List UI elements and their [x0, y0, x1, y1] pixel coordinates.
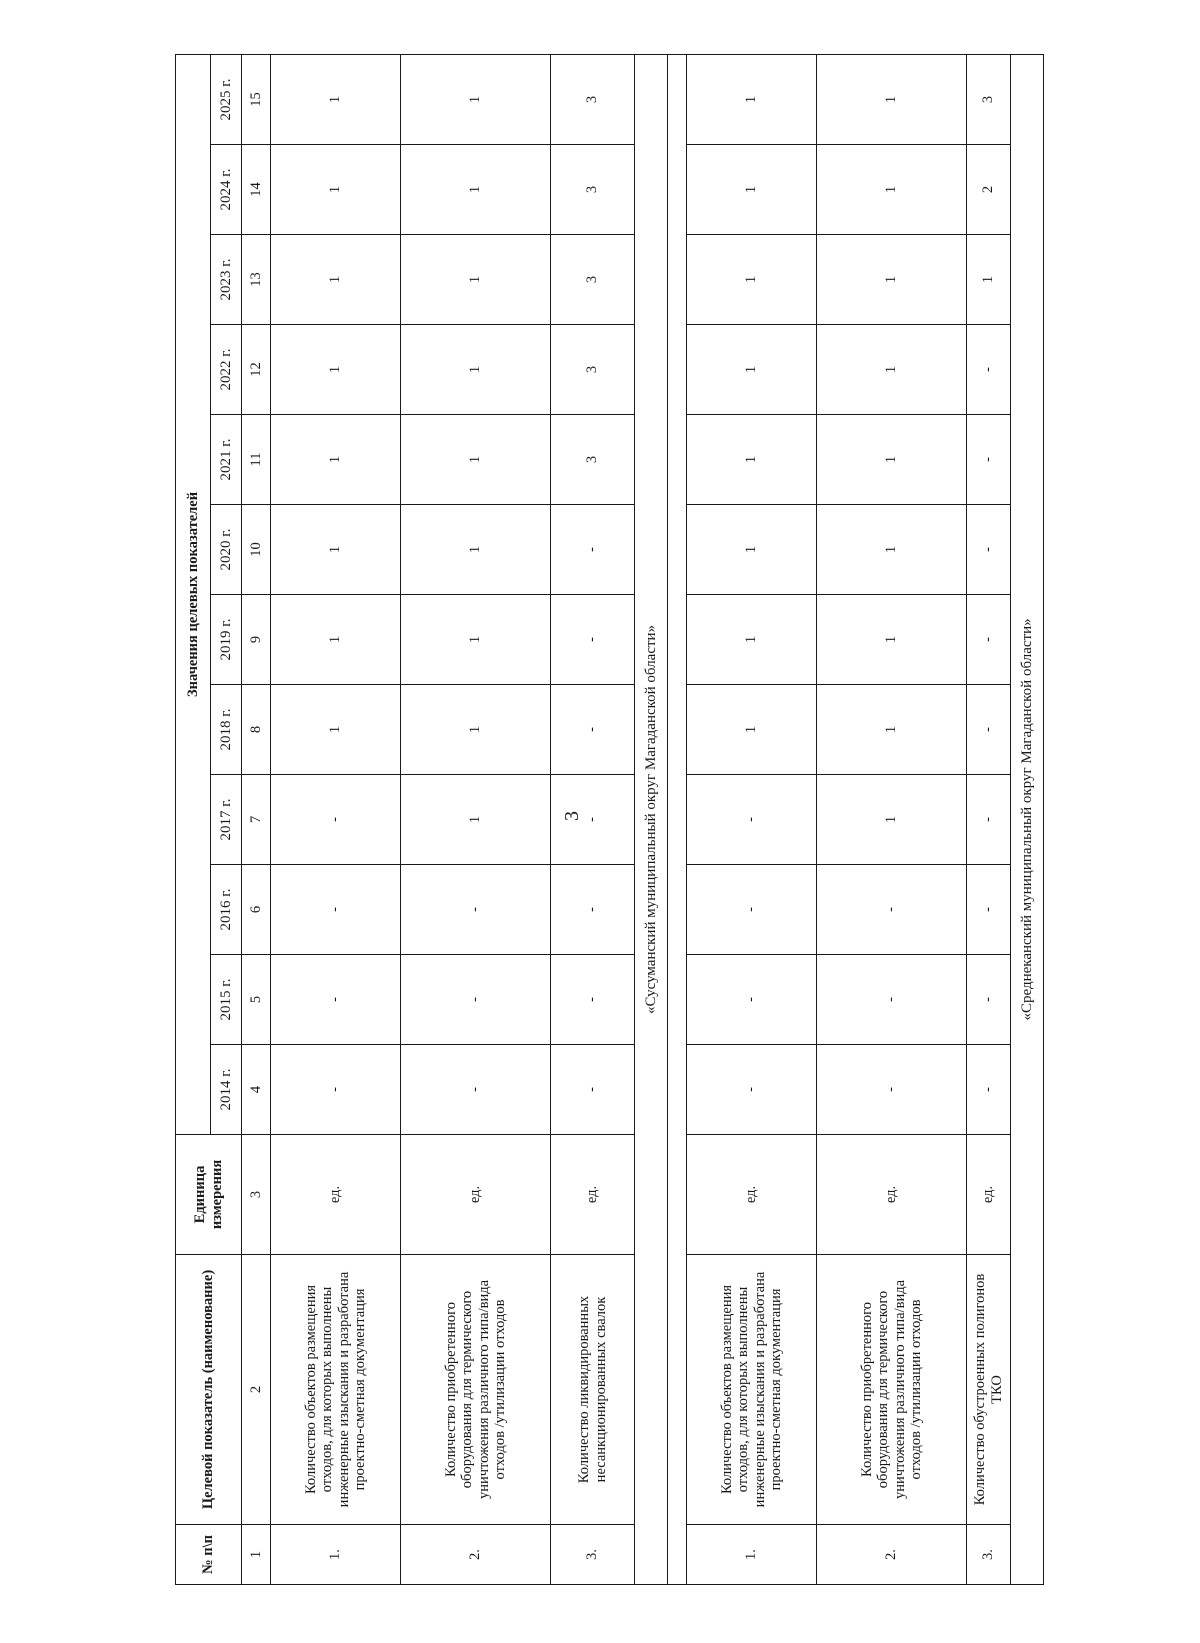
indicator-value: 3	[551, 325, 635, 415]
indicator-value: 1	[401, 685, 551, 775]
indicator-value: 1	[817, 775, 967, 865]
indicator-value: 1	[271, 505, 401, 595]
column-number: 9	[242, 595, 271, 685]
indicator-value: -	[271, 1045, 401, 1135]
header-year: 2016 г.	[211, 865, 242, 955]
indicator-value: 1	[271, 325, 401, 415]
indicator-value: 3	[551, 54, 635, 144]
indicator-value: 1	[401, 505, 551, 595]
indicator-value: 3	[551, 235, 635, 325]
indicator-value: 1	[271, 685, 401, 775]
indicator-value: -	[967, 595, 1011, 685]
indicator-value: -	[551, 1045, 635, 1135]
indicator-value: 1	[817, 235, 967, 325]
indicator-value: 1	[817, 145, 967, 235]
indicator-value: -	[401, 865, 551, 955]
table-row	[967, 54, 1011, 1584]
indicator-value: 1	[687, 54, 817, 144]
indicator-value: 1	[271, 54, 401, 144]
indicator-value: 1	[817, 685, 967, 775]
column-number: 12	[242, 325, 271, 415]
header-year: 2025 г.	[211, 54, 242, 144]
indicator-value: 3	[551, 415, 635, 505]
section-title: «Среднеканский муниципальный округ Магаданской области»	[1011, 54, 1044, 1584]
header-year: 2017 г.	[211, 775, 242, 865]
indicator-unit: ед.	[687, 1135, 817, 1255]
row-number: 1.	[271, 1525, 401, 1585]
header-year: 2014 г.	[211, 1045, 242, 1135]
indicator-value: 1	[687, 595, 817, 685]
indicator-value: -	[687, 865, 817, 955]
rotated-sheet	[175, 55, 1035, 1585]
column-numbers-row	[242, 54, 271, 1584]
indicator-value: 1	[817, 415, 967, 505]
indicator-value: -	[967, 415, 1011, 505]
indicator-name: Количество объектов размещения отходов, для которых выполнены инженерные изыскания и разработана проектно-сметная документация	[271, 1255, 401, 1525]
indicator-value: 3	[551, 145, 635, 235]
table-body	[242, 54, 1044, 1584]
indicator-value: 1	[687, 325, 817, 415]
target-indicators-table	[175, 54, 1044, 1585]
header-num: № п\п	[176, 1525, 242, 1585]
header-row-1	[176, 54, 211, 1584]
column-number: 13	[242, 235, 271, 325]
indicator-value: -	[551, 775, 635, 865]
column-number: 6	[242, 865, 271, 955]
column-number: 3	[242, 1135, 271, 1255]
indicator-value: -	[967, 685, 1011, 775]
indicator-name: Количество ликвидированных несанкционированных свалок	[551, 1255, 635, 1525]
indicator-value: 1	[401, 775, 551, 865]
indicator-value: -	[967, 1045, 1011, 1135]
indicator-value: 1	[271, 235, 401, 325]
indicator-value: 2	[967, 145, 1011, 235]
indicator-value: 1	[687, 235, 817, 325]
header-indicator: Целевой показатель (наименование)	[176, 1255, 242, 1525]
row-number: 3.	[551, 1525, 635, 1585]
indicator-value: 1	[271, 595, 401, 685]
indicator-value: 1	[967, 235, 1011, 325]
indicator-unit: ед.	[817, 1135, 967, 1255]
column-number: 7	[242, 775, 271, 865]
row-number: 3.	[967, 1525, 1011, 1585]
indicator-value: 1	[687, 505, 817, 595]
indicator-unit: ед.	[551, 1135, 635, 1255]
header-year: 2021 г.	[211, 415, 242, 505]
indicator-value: -	[271, 775, 401, 865]
row-number: 2.	[401, 1525, 551, 1585]
indicator-name: Количество объектов размещения отходов, для которых выполнены инженерные изыскания и разработана проектно-сметная документация	[687, 1255, 817, 1525]
indicator-value: -	[817, 1045, 967, 1135]
table-gap	[668, 54, 687, 1584]
header-values-group: Значения целевых показателей	[176, 54, 211, 1134]
indicator-value: 3	[967, 54, 1011, 144]
indicator-value: 1	[401, 415, 551, 505]
indicator-value: 1	[817, 54, 967, 144]
table-row	[687, 54, 817, 1584]
column-number: 15	[242, 54, 271, 144]
indicator-value: 1	[817, 505, 967, 595]
indicator-value: -	[401, 955, 551, 1045]
indicator-value: 1	[817, 595, 967, 685]
indicator-value: 1	[271, 145, 401, 235]
header-year: 2022 г.	[211, 325, 242, 415]
column-number: 8	[242, 685, 271, 775]
column-number: 2	[242, 1255, 271, 1525]
indicator-value: -	[271, 955, 401, 1045]
indicator-value: -	[967, 865, 1011, 955]
column-number: 11	[242, 415, 271, 505]
indicator-value: -	[967, 955, 1011, 1045]
table-row	[271, 54, 401, 1584]
indicator-value: -	[967, 505, 1011, 595]
indicator-value: -	[817, 955, 967, 1045]
indicator-value: 1	[817, 325, 967, 415]
indicator-value: -	[687, 1045, 817, 1135]
section-header-row	[635, 54, 668, 1584]
header-year: 2024 г.	[211, 145, 242, 235]
indicator-name: Количество обустроенных полигонов ТКО	[967, 1255, 1011, 1525]
indicator-value: -	[551, 955, 635, 1045]
indicator-value: 1	[401, 325, 551, 415]
indicator-value: -	[271, 865, 401, 955]
indicator-value: -	[687, 775, 817, 865]
indicator-value: 1	[687, 415, 817, 505]
indicator-value: 1	[401, 145, 551, 235]
table-row	[817, 54, 967, 1584]
section-header-row	[1011, 54, 1044, 1584]
indicator-value: -	[967, 775, 1011, 865]
indicator-value: 1	[401, 235, 551, 325]
indicator-value: -	[817, 865, 967, 955]
indicator-name: Количество приобретенного оборудования для термического уничтожения различного типа/вида отходов /утилизации отходов	[401, 1255, 551, 1525]
header-year: 2015 г.	[211, 955, 242, 1045]
indicator-value: 1	[687, 145, 817, 235]
column-number: 10	[242, 505, 271, 595]
column-number: 5	[242, 955, 271, 1045]
indicator-value: 1	[401, 595, 551, 685]
indicator-unit: ед.	[271, 1135, 401, 1255]
indicator-value: -	[687, 955, 817, 1045]
row-number: 2.	[817, 1525, 967, 1585]
indicator-value: -	[401, 1045, 551, 1135]
indicator-value: 1	[271, 415, 401, 505]
indicator-value: 1	[687, 685, 817, 775]
indicator-name: Количество приобретенного оборудования для термического уничтожения различного типа/вида отходов /утилизации отходов	[817, 1255, 967, 1525]
indicator-value: -	[551, 685, 635, 775]
column-number: 14	[242, 145, 271, 235]
indicator-value: 1	[401, 54, 551, 144]
header-year: 2019 г.	[211, 595, 242, 685]
table-row	[551, 54, 635, 1584]
row-number: 1.	[687, 1525, 817, 1585]
indicator-value: -	[551, 595, 635, 685]
gap-cell	[668, 54, 687, 1584]
indicator-unit: ед.	[967, 1135, 1011, 1255]
header-year: 2023 г.	[211, 235, 242, 325]
header-year: 2020 г.	[211, 505, 242, 595]
indicator-value: -	[551, 865, 635, 955]
indicator-unit: ед.	[401, 1135, 551, 1255]
section-title: «Сусуманский муниципальный округ Магаданской области»	[635, 54, 668, 1584]
header-year: 2018 г.	[211, 685, 242, 775]
column-number: 1	[242, 1525, 271, 1585]
indicator-value: -	[551, 505, 635, 595]
page-number: 3	[561, 811, 583, 821]
indicator-value: -	[967, 325, 1011, 415]
column-number: 4	[242, 1045, 271, 1135]
table-row	[401, 54, 551, 1584]
header-unit: Единица измерения	[176, 1135, 242, 1255]
